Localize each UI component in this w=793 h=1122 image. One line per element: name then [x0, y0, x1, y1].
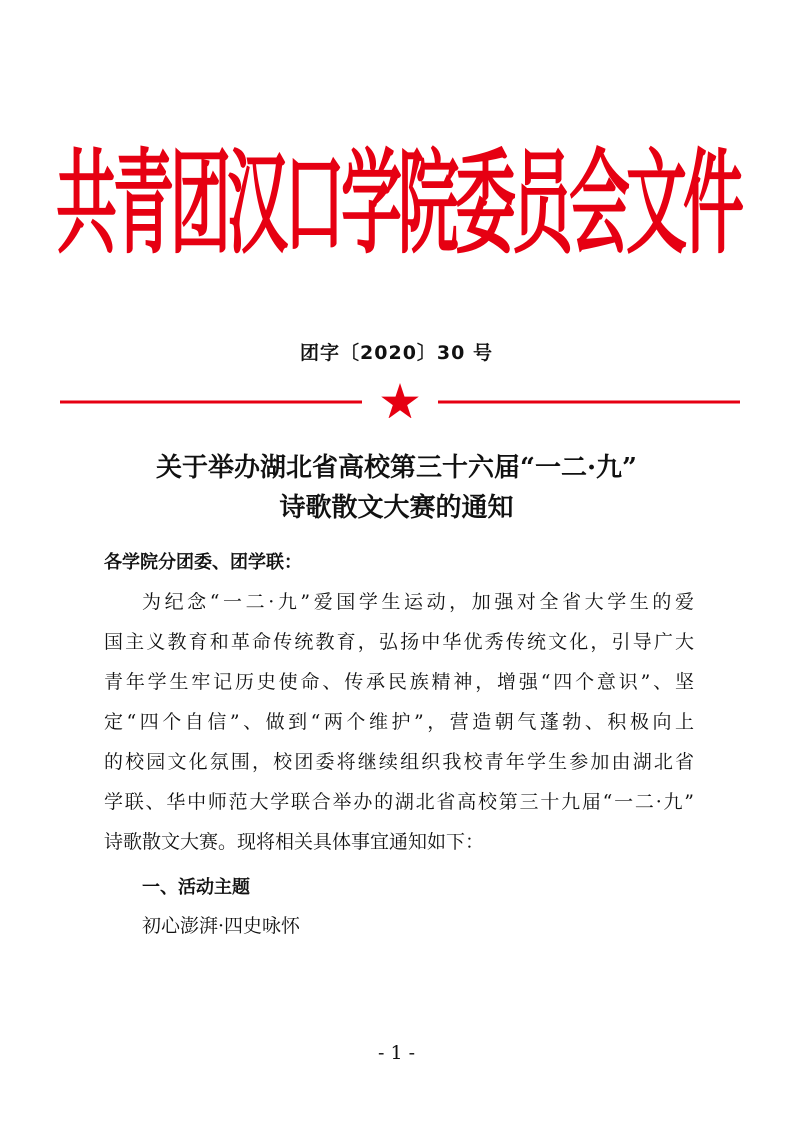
document-number: 团字〔2020〕30 号: [300, 342, 493, 364]
body-line: 国主义教育和革命传统教育，弘扬中华优秀传统文化，引导广大: [104, 631, 694, 653]
red-divider: [60, 382, 740, 418]
body-line: 为纪念“一二·九”爱国学生运动，加强对全省大学生的爱: [142, 591, 694, 613]
section-heading-theme: 一、活动主题: [142, 877, 250, 898]
notice-title-line-2: 诗歌散文大赛的通知: [279, 493, 514, 523]
body-line: 诗歌散文大赛。现将相关具体事宜通知如下：: [104, 831, 485, 853]
notice-title-line-1: 关于举办湖北省高校第三十六届“一二·九”: [156, 453, 637, 483]
salutation: 各学院分团委、团学联：: [104, 552, 302, 573]
body-line: 学联、华中师范大学联合举办的湖北省高校第三十九届“一二·九”: [104, 791, 694, 813]
star-icon: [381, 383, 419, 418]
body-line: 青年学生牢记历史使命、传承民族精神，增强“四个意识”、坚: [104, 671, 694, 693]
body-line: 的校园文化氛围，校团委将继续组织我校青年学生参加由湖北省: [104, 751, 694, 773]
document-masthead: 共青团汉口学院委员会文件: [56, 138, 741, 271]
body-line: 定“四个自信”、做到“两个维护”，营造朝气蓬勃、积极向上: [104, 711, 694, 733]
activity-theme: 初心澎湃·四史咏怀: [142, 915, 301, 937]
page-number: - 1 -: [377, 1042, 415, 1064]
